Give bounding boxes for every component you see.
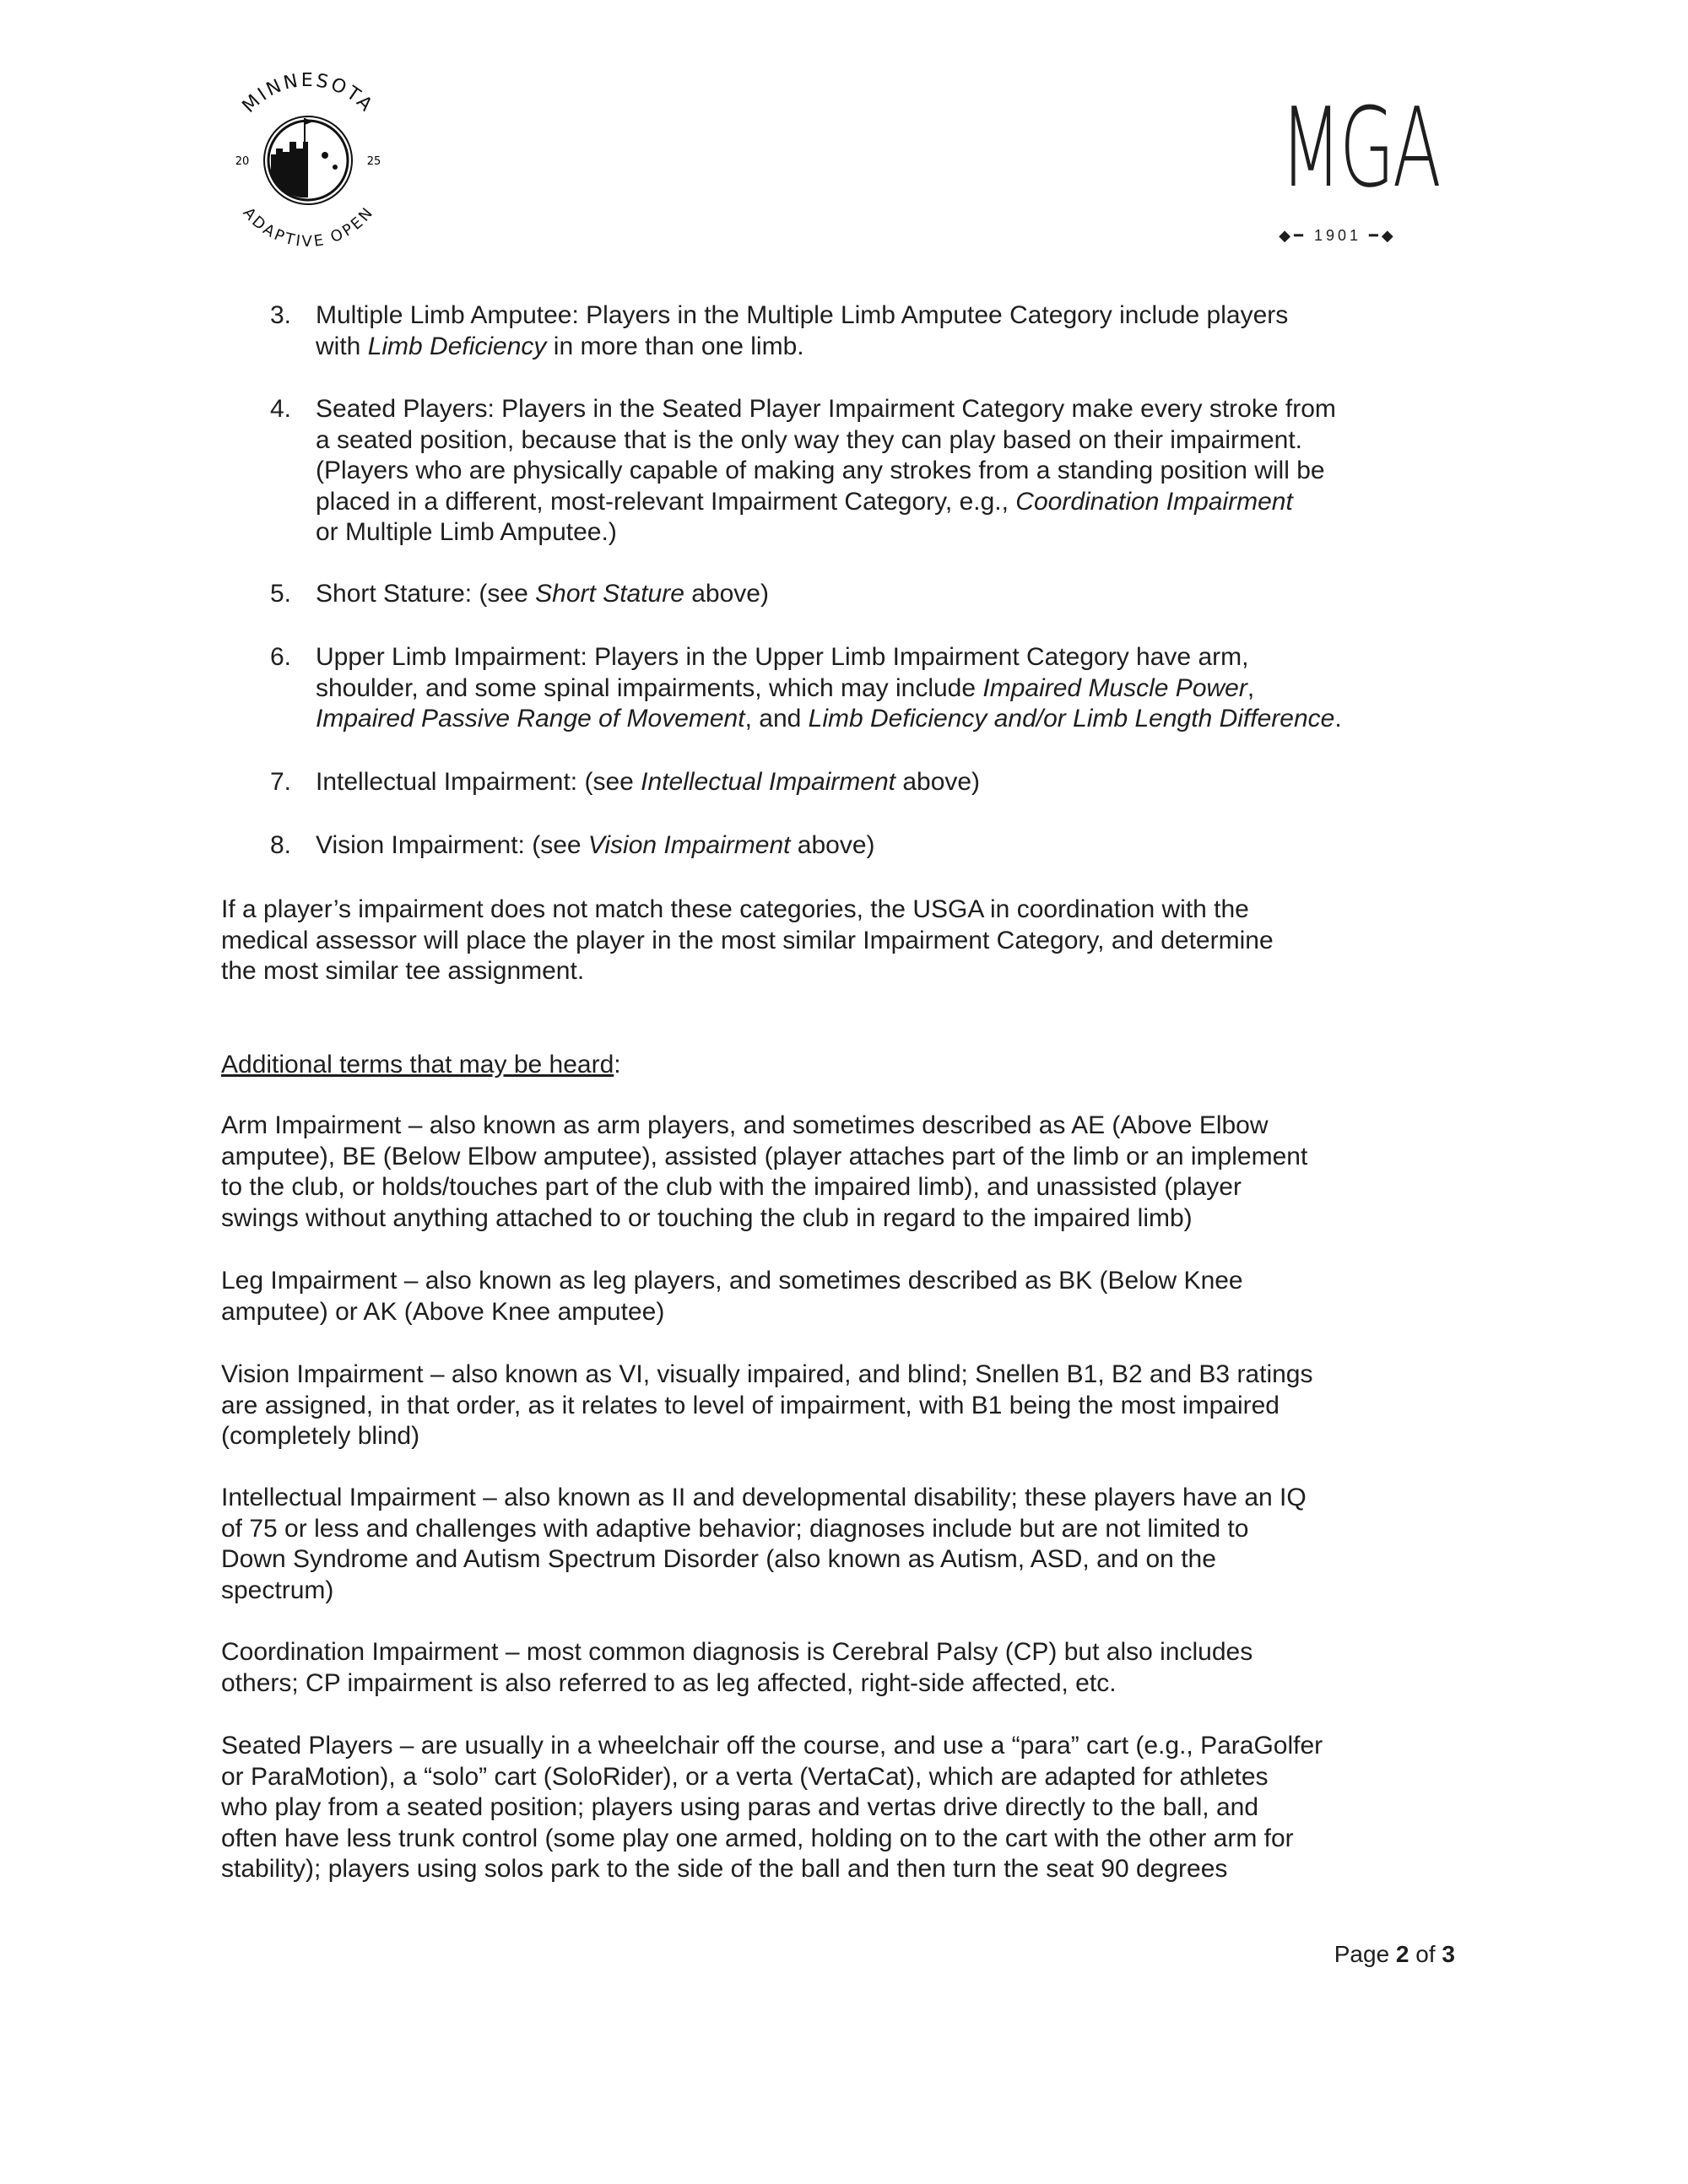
list-item-text: [316, 394, 1514, 549]
text-segment: Vision Impairment: (see: [316, 831, 588, 859]
text-line: [221, 926, 1470, 957]
text-line: [221, 1544, 1470, 1576]
text-line: [221, 1824, 1470, 1855]
text-line: [221, 1668, 1470, 1700]
text-segment: .: [1334, 705, 1342, 733]
current-page: 2: [1395, 1941, 1409, 1967]
list-number: 7.: [270, 768, 292, 796]
text-segment: Arm Impairment – also known as arm players, and sometimes described as AE (Above Elbow: [221, 1111, 1269, 1139]
text-line: [316, 830, 1514, 862]
text-segment: above): [790, 831, 875, 859]
ornament-left-icon: ◆━: [1279, 227, 1307, 244]
text-segment: Multiple Limb Amputee: Players in the Multiple Limb Amputee Category include players: [316, 301, 1289, 329]
text-segment: of 75 or less and challenges with adaptive behavior; diagnoses include but are not limited to: [221, 1514, 1249, 1543]
text-line: [316, 394, 1514, 425]
logo-year-left: 20: [235, 155, 250, 168]
text-segment: Intellectual Impairment – also known as II and developmental disability; these players have an IQ: [221, 1484, 1307, 1511]
of-label: of: [1409, 1941, 1442, 1967]
text-segment: amputee), BE (Below Elbow amputee), assisted (player attaches part of the limb or an implement: [221, 1142, 1308, 1170]
text-segment: Vision Impairment – also known as VI, visually impaired, and blind; Snellen B1, B2 and B3 ratings: [221, 1360, 1313, 1388]
text-segment: others; CP impairment is also referred to as leg affected, right-side affected, etc.: [221, 1668, 1117, 1697]
text-segment: Short Stature: (see: [316, 580, 536, 608]
italic-term: Short Stature: [535, 580, 684, 608]
italic-term: Limb Deficiency and/or Limb Length Difference: [808, 705, 1335, 733]
text-line: [221, 1576, 1470, 1607]
text-segment: to the club, or holds/touches part of the club with the impaired limb), and unassisted (player: [221, 1173, 1242, 1202]
mga-logo-year: [1249, 225, 1426, 246]
page-label: Page: [1334, 1941, 1396, 1967]
list-number: 8.: [270, 831, 292, 859]
mga-logo: [1249, 80, 1440, 249]
text-line: [221, 1637, 1470, 1668]
text-line: [316, 579, 1514, 610]
text-line: [221, 1142, 1470, 1173]
text-line: [221, 1854, 1470, 1885]
paragraph: [221, 1483, 1470, 1606]
text-segment: swings without anything attached to or touching the club in regard to the impaired limb): [221, 1203, 1193, 1232]
text-segment: Intellectual Impairment: (see: [316, 768, 641, 796]
svg-text:ADAPTIVE OPEN: [240, 204, 377, 251]
text-line: [316, 456, 1514, 487]
text-segment: (completely blind): [221, 1422, 420, 1451]
list-item-text: [316, 767, 1514, 798]
text-segment: ,: [1247, 673, 1255, 702]
list-number: 3.: [270, 301, 292, 329]
text-segment: placed in a different, most-relevant Impairment Category, e.g.,: [316, 487, 1016, 516]
paragraph: [221, 1050, 1470, 1081]
italic-term: Intellectual Impairment: [641, 768, 895, 796]
section-heading: Additional terms that may be heard: [221, 1051, 614, 1078]
text-segment: shoulder, and some spinal impairments, which may include: [316, 673, 983, 702]
text-line: [221, 1297, 1470, 1328]
italic-term: Impaired Passive Range of Movement: [316, 705, 745, 733]
text-segment: a seated position, because that is the only way they can play based on their impairment.: [316, 425, 1303, 454]
text-line: [221, 1762, 1470, 1793]
page-number: [1334, 1941, 1455, 1968]
text-segment: Down Syndrome and Autism Spectrum Disorder (also known as Autism, ASD, and on the: [221, 1545, 1216, 1574]
text-line: [316, 767, 1514, 798]
text-line: [316, 673, 1514, 705]
paragraph: [221, 895, 1470, 987]
text-segment: Leg Impairment – also known as leg players, and sometimes described as BK (Below Knee: [221, 1267, 1243, 1295]
text-line: [221, 1266, 1470, 1297]
text-segment: often have less trunk control (some play one armed, holding on to the cart with the other arm for: [221, 1824, 1294, 1852]
logo-year-right: 25: [366, 155, 381, 168]
text-line: [221, 1172, 1470, 1203]
text-line: [316, 487, 1514, 518]
text-segment: , and: [744, 705, 809, 733]
text-segment: (Players who are physically capable of making any strokes from a standing position will be: [316, 457, 1325, 485]
text-segment: or ParaMotion), a “solo” cart (SoloRider), or a verta (VertaCat), which are adapted for athletes: [221, 1762, 1269, 1791]
text-line: [221, 895, 1470, 926]
text-line: [221, 1391, 1470, 1422]
text-segment: stability); players using solos park to the side of the ball and then turn the seat 90 degrees: [221, 1855, 1228, 1884]
text-line: [316, 642, 1514, 673]
text-segment: If a player’s impairment does not match these categories, the USGA in coordination with the: [221, 895, 1249, 923]
list-item-text: [316, 830, 1514, 862]
total-pages: 3: [1442, 1941, 1455, 1967]
text-segment: :: [614, 1051, 621, 1078]
text-line: [221, 1421, 1470, 1452]
italic-term: Impaired Muscle Power: [982, 673, 1247, 702]
text-line: [221, 1731, 1470, 1762]
text-line: [316, 425, 1514, 457]
list-item-text: [316, 579, 1514, 610]
logo-bottom-text: ADAPTIVE OPEN: [239, 203, 377, 251]
text-line: [221, 1111, 1470, 1142]
paragraph: [221, 1731, 1470, 1885]
list-item-text: [316, 642, 1514, 735]
text-segment: amputee) or AK (Above Knee amputee): [221, 1297, 665, 1326]
text-segment: Coordination Impairment – most common diagnosis is Cerebral Palsy (CP) but also includes: [221, 1638, 1253, 1666]
text-line: [316, 704, 1514, 735]
text-segment: with: [316, 332, 368, 360]
text-segment: spectrum): [221, 1576, 334, 1604]
svg-text:MINNESOTA: [239, 70, 378, 117]
paragraph: [221, 1111, 1470, 1234]
list-number: 4.: [270, 395, 292, 423]
minnesota-adaptive-open-logo: [207, 55, 409, 266]
text-segment: in more than one limb.: [546, 332, 804, 360]
text-line: [316, 517, 1514, 549]
text-segment: above): [895, 768, 981, 796]
list-number: 5.: [270, 580, 292, 608]
text-line: [316, 300, 1514, 332]
mga-year-text: 1901: [1313, 227, 1362, 244]
list-item-text: [316, 300, 1514, 362]
text-line: [221, 1360, 1470, 1391]
text-segment: Seated Players: Players in the Seated Player Impairment Category make every stroke from: [316, 395, 1336, 423]
paragraph: [221, 1360, 1470, 1452]
text-segment: Seated Players – are usually in a wheelchair off the course, and use a “para” cart (e.g., ParaGolfer: [221, 1732, 1323, 1760]
text-line: [221, 1792, 1470, 1824]
paragraph: [221, 1266, 1470, 1327]
italic-term: Vision Impairment: [587, 831, 791, 859]
text-line: [221, 1514, 1470, 1545]
mga-logo-text: MGA: [1280, 84, 1440, 212]
text-line: [221, 1203, 1470, 1235]
text-line: [221, 1050, 1470, 1081]
text-line: [316, 332, 1514, 363]
logo-top-text: MINNESOTA: [238, 69, 378, 117]
text-line: [221, 1483, 1470, 1514]
text-segment: who play from a seated position; players using paras and vertas drive directly to the ball, and: [221, 1793, 1259, 1822]
italic-term: Coordination Impairment: [1015, 487, 1293, 516]
text-line: [221, 956, 1470, 987]
paragraph: [221, 1637, 1470, 1699]
text-segment: are assigned, in that order, as it relates to level of impairment, with B1 being the most impaired: [221, 1391, 1280, 1419]
list-number: 6.: [270, 643, 292, 671]
text-segment: the most similar tee assignment.: [221, 957, 585, 986]
text-segment: medical assessor will place the player in the most similar Impairment Category, and determine: [221, 926, 1274, 954]
ornament-right-icon: ━◆: [1369, 227, 1397, 244]
italic-term: Limb Deficiency: [367, 332, 547, 360]
text-segment: or Multiple Limb Amputee.): [316, 518, 617, 547]
text-segment: Upper Limb Impairment: Players in the Upper Limb Impairment Category have arm,: [316, 643, 1249, 671]
text-segment: above): [684, 580, 769, 608]
